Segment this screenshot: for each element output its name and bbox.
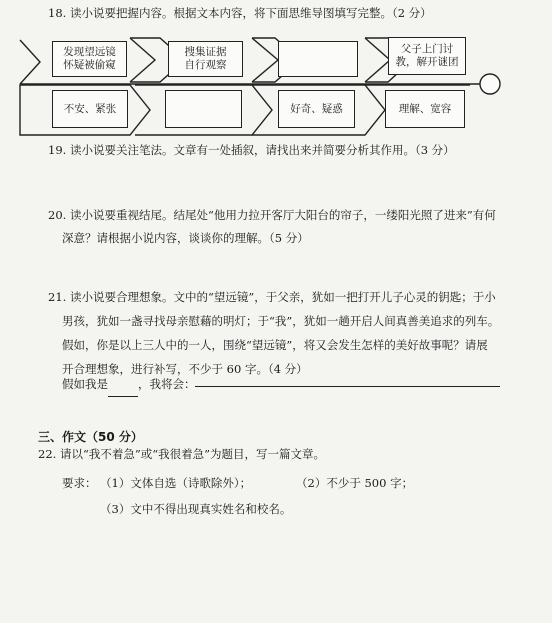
q19-prompt: 19. 读小说要关注笔法。文章有一处插叙，请找出来并简要分析其作用。（3 分） [48, 143, 455, 157]
q21-line-4: 开合理想象，进行补写，不少于 60 字。（4 分） [62, 362, 308, 376]
q20-line-1: 20. 读小说要重视结尾。结尾处“他用力拉开客厅大阳台的帘子，一缕阳光照了进来”有何 [48, 208, 496, 222]
fill-blank-role[interactable] [108, 384, 138, 397]
map-bottom-box-2-blank[interactable] [165, 90, 242, 128]
section-3-heading: 三、作文（50 分） [38, 430, 143, 444]
map-top-box-4: 父子上门讨 教，解开谜团 [388, 37, 466, 75]
map-bottom-box-3: 好奇、疑惑 [278, 90, 355, 128]
requirement-1: （1）文体自选（诗歌除外）； [100, 476, 252, 490]
requirement-2: （2）不少于 500 字； [296, 476, 414, 490]
q21-line-3: 假如，你是以上三人中的一人，围绕“望远镜”，将又会发生怎样的美好故事呢？请展 [62, 338, 488, 352]
q18-prompt: 18. 读小说要把握内容。根据文本内容，将下面思维导图填写完整。（2 分） [48, 6, 432, 20]
q21-line-2: 男孩，犹如一盏寻找母亲慰藉的明灯；于“我”，犹如一趟开启人间真善美追求的列车。 [62, 314, 500, 328]
q20-line-2: 深意？请根据小说内容，谈谈你的理解。（5 分） [62, 231, 309, 245]
requirements-label: 要求： [62, 476, 97, 490]
q22-prompt: 22. 请以“我不着急”或“我很着急”为题目，写一篇文章。 [38, 447, 325, 461]
requirement-3: （3）文中不得出现真实姓名和校名。 [100, 502, 292, 516]
q21-fill-line [62, 372, 196, 397]
map-bottom-box-1: 不安、紧张 [52, 90, 128, 128]
fill-prefix: 假如我是 [62, 377, 108, 391]
q21-line-1: 21. 读小说要合理想象。文中的“望远镜”，于父亲，犹如一把打开儿子心灵的钥匙；于小 [48, 290, 496, 304]
map-top-box-1: 发现望远镜 怀疑被偷窥 [52, 41, 127, 77]
answer-underline[interactable] [195, 386, 500, 387]
map-top-box-3-blank[interactable] [278, 41, 358, 77]
map-top-box-2: 搜集证据 自行观察 [168, 41, 243, 77]
map-bottom-box-4: 理解、宽容 [385, 90, 465, 128]
fill-middle: ，我将会： [138, 377, 196, 391]
